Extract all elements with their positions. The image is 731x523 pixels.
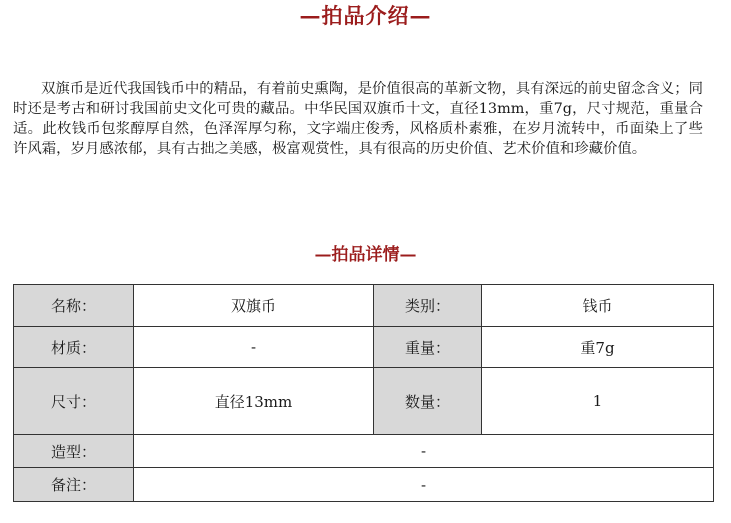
quantity-label: 数量： — [374, 368, 482, 435]
name-label: 名称： — [14, 285, 134, 327]
weight-value: 重7g — [482, 327, 714, 368]
category-value: 钱币 — [482, 285, 714, 327]
shape-label: 造型： — [14, 435, 134, 468]
remark-label: 备注： — [14, 468, 134, 502]
name-value: 双旗币 — [134, 285, 374, 327]
details-section-title: —拍品详情— — [314, 245, 417, 265]
quantity-value: 1 — [482, 368, 714, 435]
material-label: 材质： — [14, 327, 134, 368]
size-label: 尺寸： — [14, 368, 134, 435]
weight-label: 重量： — [374, 327, 482, 368]
intro-section-title: —拍品介绍— — [299, 3, 432, 28]
remark-value: - — [134, 468, 714, 502]
details-table — [13, 284, 714, 502]
intro-paragraph: 双旗币是近代我国钱币中的精品，有着前史熏陶，是价值很高的革新文物，具有深远的前史留念含义；同时还是考古和研讨我国前史文化可贵的藏品。中华民国双旗币十文，直径13mm，重7g，尺寸规范，重量合适。此枚钱币包浆醇厚自然，色泽浑厚匀称，文字端庄俊秀，风格质朴素雅，在岁月流转中，币面染上了些许风霜，岁月感浓郁，具有古拙之美感，极富观赏性，具有很高的历史价值、艺术价值和珍藏价值。 — [13, 81, 703, 157]
size-value: 直径13mm — [134, 368, 374, 435]
table-row — [14, 368, 714, 435]
shape-value: - — [134, 435, 714, 468]
table-row — [14, 435, 714, 468]
table-row — [14, 327, 714, 368]
table-row — [14, 285, 714, 327]
material-value: - — [134, 327, 374, 368]
table-row — [14, 468, 714, 502]
category-label: 类别： — [374, 285, 482, 327]
